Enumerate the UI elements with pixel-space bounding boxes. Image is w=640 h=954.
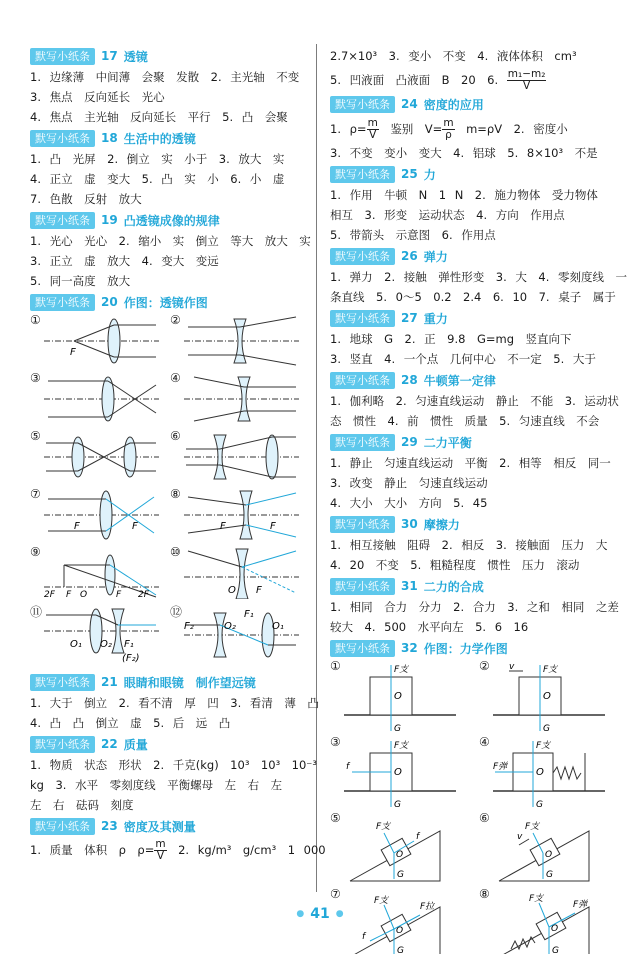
svg-text:f: f bbox=[362, 932, 366, 942]
svg-text:F支: F支 bbox=[374, 896, 389, 906]
section-30 bbox=[330, 515, 620, 575]
lens-diagram: ⑤ bbox=[30, 429, 162, 487]
section-title: 二力平衡 bbox=[423, 435, 472, 450]
svg-text:(F₂): (F₂) bbox=[122, 653, 140, 664]
section-title: 牛顿第一定律 bbox=[423, 373, 496, 388]
section-tag: 默写小纸条 bbox=[30, 736, 95, 753]
section-number: 21 bbox=[101, 675, 118, 689]
svg-text:F₁: F₁ bbox=[244, 609, 254, 620]
section-number: 25 bbox=[401, 167, 418, 181]
svg-text:F: F bbox=[270, 521, 276, 532]
section-27 bbox=[330, 309, 620, 369]
svg-text:O: O bbox=[396, 926, 404, 936]
svg-text:F: F bbox=[74, 521, 80, 532]
svg-text:F: F bbox=[116, 590, 122, 599]
answer-line: 3. 焦点 反向延长 光心 bbox=[30, 90, 165, 104]
force-diagram: ⑦ O F支 G f F拉 bbox=[330, 887, 471, 954]
section-tag: 默写小纸条 bbox=[330, 96, 395, 113]
section-title: 质量 bbox=[123, 737, 148, 752]
section-number: 20 bbox=[101, 295, 118, 309]
svg-text:O₁: O₁ bbox=[70, 639, 82, 650]
section-title: 弹力 bbox=[423, 249, 448, 264]
answer-line: kg 3. 水平 零刻度线 平衡螺母 左 右 左 bbox=[30, 778, 283, 792]
section-23 bbox=[30, 817, 326, 863]
section-title: 力 bbox=[423, 167, 436, 182]
block-on-floor-diagram bbox=[340, 663, 460, 735]
lens-diagram-grid bbox=[30, 313, 302, 671]
svg-text:G: G bbox=[394, 724, 401, 734]
section-24 bbox=[330, 95, 620, 163]
section-17 bbox=[30, 47, 302, 127]
section-number: 32 bbox=[401, 641, 418, 655]
svg-text:F支: F支 bbox=[376, 822, 391, 832]
answer-line: 3. 改变 静止 匀速直线运动 bbox=[330, 476, 488, 490]
svg-text:v: v bbox=[517, 832, 523, 842]
svg-text:F₂: F₂ bbox=[184, 621, 194, 632]
svg-text:F: F bbox=[66, 590, 72, 599]
svg-text:O: O bbox=[551, 924, 559, 934]
section-title: 透镜 bbox=[123, 49, 148, 64]
svg-text:O₂: O₂ bbox=[100, 639, 112, 650]
section-number: 18 bbox=[101, 131, 118, 145]
svg-text:F₁: F₁ bbox=[124, 639, 134, 650]
answer-line: 1. 作用 牛顿 N 1 N 2. 施力物体 受力物体 bbox=[330, 188, 598, 202]
section-title: 密度及其测量 bbox=[123, 819, 196, 834]
left-column bbox=[30, 46, 326, 865]
section-19 bbox=[30, 211, 311, 291]
svg-text:F拉: F拉 bbox=[420, 902, 435, 912]
svg-text:O₂: O₂ bbox=[224, 621, 236, 632]
section-title: 眼睛和眼镜 制作望远镜 bbox=[123, 675, 256, 690]
answer-line: 5. 带箭头 示意图 6. 作用点 bbox=[330, 228, 496, 242]
lens-diagram: ② bbox=[170, 313, 302, 371]
lens-diagram: ⑩ O F bbox=[170, 545, 302, 603]
force-diagram: ④ F弹 O F支 G bbox=[479, 735, 620, 811]
svg-text:2F: 2F bbox=[44, 590, 55, 599]
answer-line: 1. 物质 状态 形状 2. 千克(kg) 10³ 10³ 10⁻³ bbox=[30, 758, 317, 772]
answer-line: 2.7×10³ 3. 变小 不变 4. 液体体积 cm³ bbox=[330, 49, 577, 63]
convex-lens-diagram bbox=[44, 489, 159, 541]
answer-line: 3. 不变 变小 变大 4. 铝球 5. 8×10³ 不是 bbox=[330, 146, 598, 160]
answer-line: 5. 同一高度 放大 bbox=[30, 274, 131, 288]
section-title: 重力 bbox=[423, 311, 448, 326]
section-28 bbox=[330, 371, 620, 431]
answer-line: 3. 竖直 4. 一个点 几何中心 不一定 5. 大于 bbox=[330, 352, 596, 366]
concave-lens-diagram bbox=[184, 547, 299, 599]
svg-text:f: f bbox=[416, 832, 420, 842]
fraction: $\frac{\text{m₁−m₂}}{V}$ bbox=[507, 68, 546, 92]
answer-line: 相互 3. 形变 运动状态 4. 方向 作用点 bbox=[330, 208, 565, 222]
svg-text:2F: 2F bbox=[138, 590, 149, 599]
lens-diagram: ④ bbox=[170, 371, 302, 429]
section-tag: 默写小纸条 bbox=[30, 294, 95, 311]
svg-text:G: G bbox=[536, 800, 543, 810]
svg-text:F弹: F弹 bbox=[493, 762, 508, 772]
lens-diagram: ⑥ bbox=[170, 429, 302, 487]
svg-text:F: F bbox=[70, 347, 76, 358]
force-diagram: ② v O F支 G bbox=[479, 659, 620, 735]
section-tag: 默写小纸条 bbox=[30, 130, 95, 147]
answer-line: 4. 焦点 主光轴 反向延长 平行 5. 凸 会聚 bbox=[30, 110, 288, 124]
svg-text:G: G bbox=[546, 870, 553, 880]
section-tag: 默写小纸条 bbox=[330, 434, 395, 451]
section-number: 19 bbox=[101, 213, 118, 227]
answer-line: 左 右 砝码 刻度 bbox=[30, 798, 134, 812]
section-number: 26 bbox=[401, 249, 418, 263]
answer-line: 1. 质量 体积 ρ ρ= $\frac{m}{V}$ 2. kg/m³ g/cm³ 1 000 bbox=[30, 838, 326, 862]
svg-text:v: v bbox=[509, 663, 515, 672]
section-25 bbox=[330, 165, 620, 245]
answer-line: 4. 大小 大小 方向 5. 45 bbox=[330, 496, 488, 510]
svg-text:G: G bbox=[397, 946, 404, 954]
answer-line: 1. 伽利略 2. 匀速直线运动 静止 不能 3. 运动状 bbox=[330, 394, 619, 408]
svg-text:F支: F支 bbox=[525, 822, 540, 832]
section-title: 生活中的透镜 bbox=[123, 131, 196, 146]
fraction: $\frac{m}{\rho}$ bbox=[443, 117, 454, 141]
section-number: 29 bbox=[401, 435, 418, 449]
two-lens-diagram bbox=[184, 431, 299, 483]
section-title: 作图：力学作图 bbox=[423, 641, 508, 656]
section-tag: 默写小纸条 bbox=[30, 674, 95, 691]
svg-text:O: O bbox=[228, 585, 236, 596]
section-number: 31 bbox=[401, 579, 418, 593]
block-on-floor-diagram bbox=[489, 663, 609, 735]
answer-line: 1. 凸 光屏 2. 倒立 实 小于 3. 放大 实 bbox=[30, 152, 285, 166]
page-number: ● 41 ● bbox=[296, 906, 344, 922]
answer-line: 1. 弹力 2. 接触 弹性形变 3. 大 4. 零刻度线 一 bbox=[330, 270, 628, 284]
section-tag: 默写小纸条 bbox=[330, 640, 395, 657]
section-tag: 默写小纸条 bbox=[330, 578, 395, 595]
answer-line: 4. 正立 虚 变大 5. 凸 实 小 6. 小 虚 bbox=[30, 172, 285, 186]
svg-text:F: F bbox=[132, 521, 138, 532]
section-title: 作图：透镜作图 bbox=[123, 295, 208, 310]
answer-line: 3. 正立 虚 放大 4. 变大 变远 bbox=[30, 254, 219, 268]
section-number: 28 bbox=[401, 373, 418, 387]
lens-system-diagram bbox=[184, 605, 299, 667]
section-31 bbox=[330, 577, 620, 637]
force-diagram: ⑧ O F支 G F弹 bbox=[479, 887, 620, 954]
svg-text:F支: F支 bbox=[536, 741, 551, 751]
section-title: 凸透镜成像的规律 bbox=[123, 213, 220, 228]
answer-line: 5. 凹液面 凸液面 B 20 6. $\frac{\text{m₁−m₂}}{V}$ bbox=[330, 68, 546, 92]
svg-text:G: G bbox=[552, 946, 559, 954]
fraction: $\frac{m}{V}$ bbox=[155, 838, 166, 862]
section-tag: 默写小纸条 bbox=[330, 372, 395, 389]
answer-line: 1. 边缘薄 中间薄 会聚 发散 2. 主光轴 不变 bbox=[30, 70, 300, 84]
block-with-spring-incline-diagram bbox=[489, 891, 609, 954]
svg-text:F支: F支 bbox=[529, 894, 544, 904]
svg-text:F弹: F弹 bbox=[573, 900, 588, 910]
lens-diagram: ⑧ F F bbox=[170, 487, 302, 545]
convex-lens-diagram bbox=[44, 373, 159, 425]
block-on-incline-diagram bbox=[340, 815, 460, 887]
section-26 bbox=[330, 247, 628, 307]
svg-text:F: F bbox=[256, 585, 262, 596]
svg-text:O: O bbox=[394, 691, 402, 702]
lens-diagram: ① F bbox=[30, 313, 162, 371]
lens-diagram: ③ bbox=[30, 371, 162, 429]
section-number: 22 bbox=[101, 737, 118, 751]
convex-lens-diagram bbox=[44, 315, 159, 367]
two-lens-diagram bbox=[44, 431, 159, 483]
force-diagram: ⑤ O F支 G f bbox=[330, 811, 471, 887]
section-number: 27 bbox=[401, 311, 418, 325]
force-diagram: ① O F支 G bbox=[330, 659, 471, 735]
fraction: $\frac{m}{V}$ bbox=[367, 117, 378, 141]
section-number: 23 bbox=[101, 819, 118, 833]
lens-diagram: ⑪ O₁ O₂ F₁ (F₂) bbox=[30, 603, 162, 671]
svg-text:O: O bbox=[536, 767, 544, 778]
convex-lens-diagram bbox=[44, 547, 159, 599]
section-title: 摩擦力 bbox=[423, 517, 460, 532]
answer-line: 1. 大于 倒立 2. 看不清 厚 凹 3. 看清 薄 凸 bbox=[30, 696, 319, 710]
force-diagram: ⑥ v O F支 G bbox=[479, 811, 620, 887]
section-tag: 默写小纸条 bbox=[330, 248, 395, 265]
answer-line: 7. 色散 反射 放大 bbox=[30, 192, 142, 206]
section-number: 17 bbox=[101, 49, 118, 63]
lens-diagram: ⑨ 2F F O F 2F bbox=[30, 545, 162, 603]
section-tag: 默写小纸条 bbox=[330, 166, 395, 183]
section-tag: 默写小纸条 bbox=[30, 212, 95, 229]
svg-text:G: G bbox=[543, 724, 550, 734]
answer-line: 较大 4. 500 水平向左 5. 6 16 bbox=[330, 620, 529, 634]
lens-system-diagram bbox=[44, 605, 159, 667]
svg-text:F支: F支 bbox=[543, 665, 558, 675]
section-29 bbox=[330, 433, 620, 513]
svg-text:F支: F支 bbox=[394, 665, 409, 675]
answer-line: 1. 静止 匀速直线运动 平衡 2. 相等 相反 同一 bbox=[330, 456, 611, 470]
block-on-incline-diagram bbox=[340, 891, 460, 954]
section-tag: 默写小纸条 bbox=[30, 48, 95, 65]
section-number: 24 bbox=[401, 97, 418, 111]
svg-text:O: O bbox=[396, 850, 404, 860]
answer-line: 4. 凸 凸 倒立 虚 5. 后 远 凸 bbox=[30, 716, 231, 730]
block-with-spring-diagram bbox=[489, 739, 609, 811]
svg-text:O: O bbox=[80, 590, 88, 599]
section-tag: 默写小纸条 bbox=[330, 310, 395, 327]
block-with-friction-diagram bbox=[340, 739, 460, 811]
section-title: 二力的合成 bbox=[423, 579, 484, 594]
svg-text:O: O bbox=[545, 850, 553, 860]
answer-line: 4. 20 不变 5. 粗糙程度 惯性 压力 滚动 bbox=[330, 558, 580, 572]
section-tag: 默写小纸条 bbox=[330, 516, 395, 533]
force-diagram: ③ f O F支 G bbox=[330, 735, 471, 811]
block-on-incline-diagram bbox=[489, 815, 609, 887]
section-22 bbox=[30, 735, 317, 815]
answer-line: 1. 相同 合力 分力 2. 合力 3. 之和 相同 之差 bbox=[330, 600, 619, 614]
answer-line: 1. 地球 G 2. 正 9.8 G=mg 竖直向下 bbox=[330, 332, 572, 346]
concave-lens-diagram bbox=[184, 373, 299, 425]
concave-lens-diagram bbox=[184, 489, 299, 541]
svg-text:G: G bbox=[394, 800, 401, 810]
right-column bbox=[330, 46, 628, 954]
answer-line: 1. 光心 光心 2. 缩小 实 倒立 等大 放大 实 bbox=[30, 234, 311, 248]
svg-text:O: O bbox=[543, 691, 551, 702]
svg-text:f: f bbox=[346, 762, 350, 772]
section-21 bbox=[30, 673, 319, 733]
section-18 bbox=[30, 129, 302, 209]
section-title: 密度的应用 bbox=[423, 97, 484, 112]
section-tag: 默写小纸条 bbox=[30, 818, 95, 835]
answer-line: 1. ρ= $\frac{m}{V}$ 鉴别 V= $\frac{m}{\rho}$ m=ρV 2. 密度小 bbox=[330, 117, 568, 141]
svg-text:F: F bbox=[220, 521, 226, 532]
answer-line: 条直线 5. 0～5 0.2 2.4 6. 10 7. 桌子 属于 bbox=[330, 290, 616, 304]
svg-text:F支: F支 bbox=[394, 741, 409, 751]
concave-lens-diagram bbox=[184, 315, 299, 367]
answer-line: 1. 相互接触 阻碍 2. 相反 3. 接触面 压力 大 bbox=[330, 538, 608, 552]
svg-text:O₁: O₁ bbox=[272, 621, 284, 632]
answer-line: 态 惯性 4. 前 惯性 质量 5. 匀速直线 不会 bbox=[330, 414, 600, 428]
section-20 bbox=[30, 293, 302, 671]
lens-diagram: ⑫ F₂ O₂ F₁ O₁ bbox=[170, 603, 302, 671]
svg-text:O: O bbox=[394, 767, 402, 778]
lens-diagram: ⑦ F F bbox=[30, 487, 162, 545]
section-number: 30 bbox=[401, 517, 418, 531]
svg-text:G: G bbox=[397, 870, 404, 880]
